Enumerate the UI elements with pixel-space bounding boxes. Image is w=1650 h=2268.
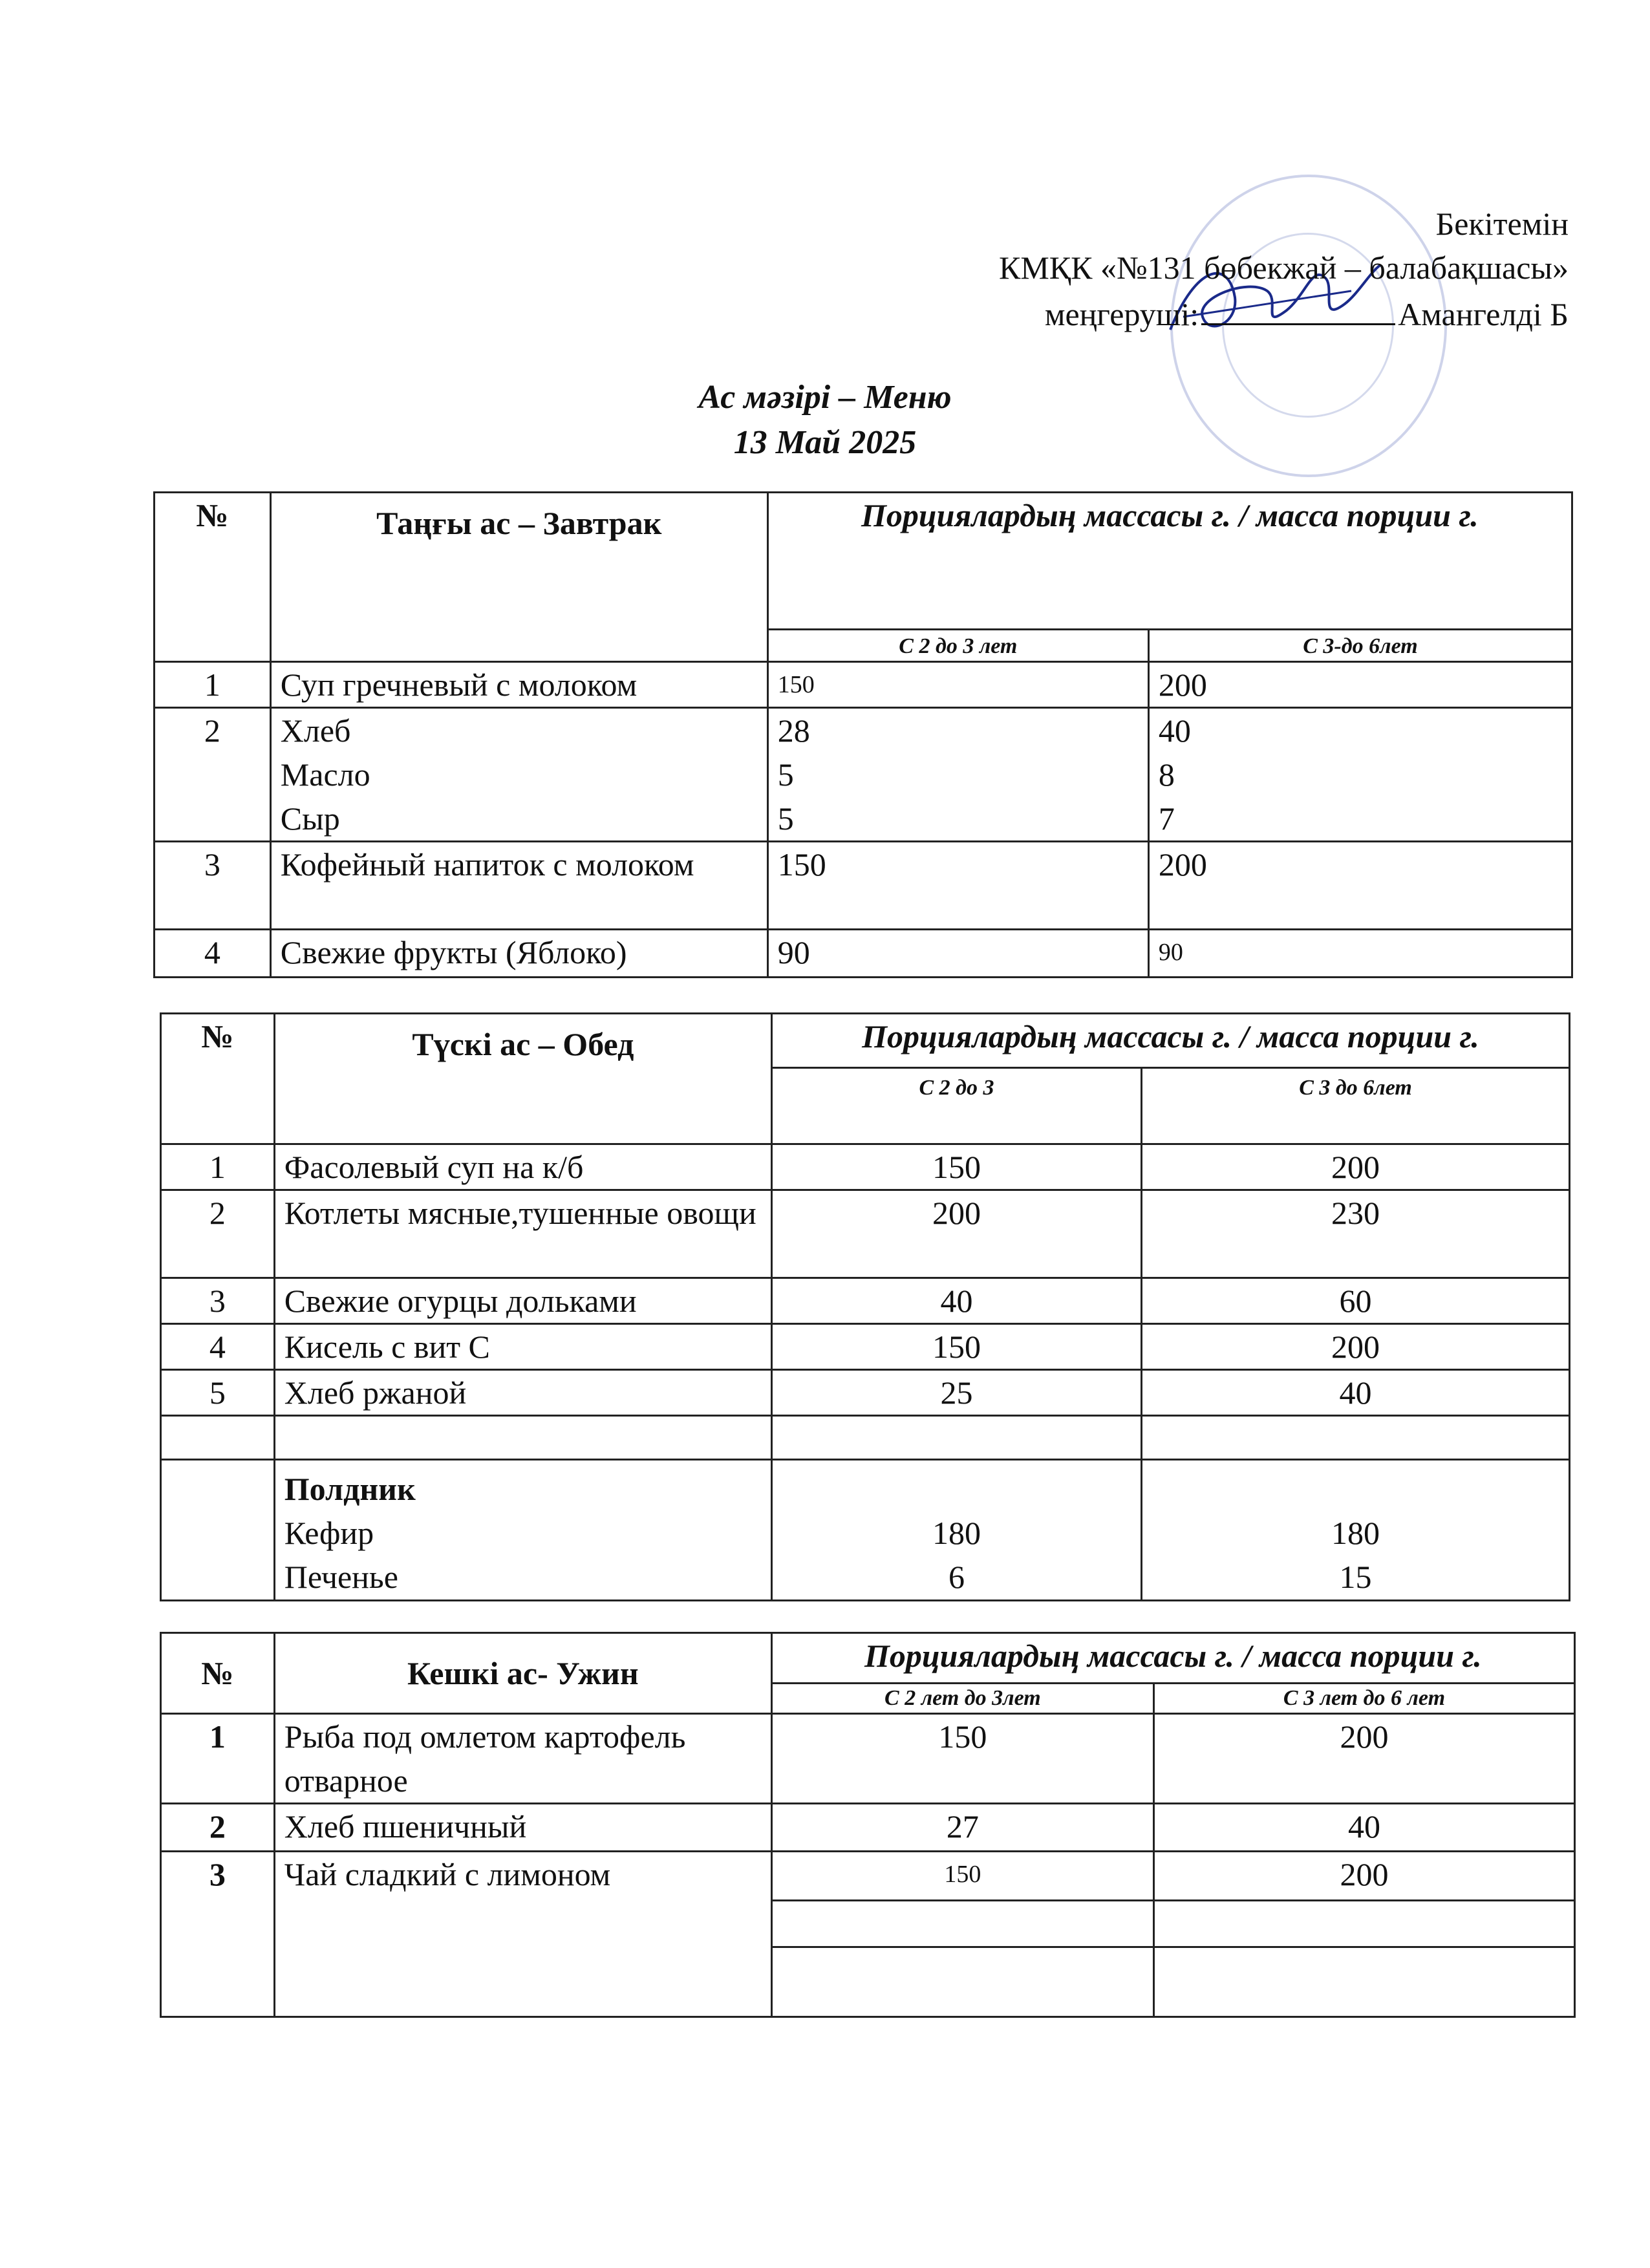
lunch-portion-header: Порциялардың массасы г. / масса порции г. bbox=[771, 1014, 1569, 1068]
portion-3-6: 60 bbox=[1142, 1278, 1570, 1324]
row-number: 3 bbox=[155, 842, 271, 930]
snack-title: Полдник bbox=[284, 1471, 416, 1507]
row-number: 4 bbox=[155, 930, 271, 978]
dish-name: Чай сладкий с лимоном bbox=[274, 1852, 771, 2017]
breakfast-table bbox=[153, 491, 1573, 978]
portion-value: 180 bbox=[932, 1515, 981, 1551]
portion-2-3: 150 bbox=[771, 1714, 1153, 1804]
dish-name: Свежие фрукты (Яблоко) bbox=[270, 930, 767, 978]
table-row bbox=[155, 662, 1572, 708]
lunch-num-header: № bbox=[161, 1014, 275, 1144]
portion-2-3: 150 bbox=[771, 1852, 1153, 1901]
menu-date: 13 Май 2025 bbox=[733, 424, 917, 461]
row-number: 1 bbox=[155, 662, 271, 708]
breakfast-portion-header: Порциялардың массасы г. / масса порции г. bbox=[767, 493, 1572, 630]
dish-name: Суп гречневый с молоком bbox=[270, 662, 767, 708]
lunch-table bbox=[160, 1012, 1570, 1601]
dinner-table bbox=[160, 1632, 1576, 2018]
portion-3-6: 200 bbox=[1148, 662, 1572, 708]
empty-cell bbox=[274, 1416, 771, 1460]
table-row bbox=[161, 1324, 1570, 1370]
director-line bbox=[999, 290, 1569, 336]
dish-name: Печенье bbox=[284, 1559, 398, 1595]
table-row bbox=[161, 1144, 1570, 1190]
dish-name: Котлеты мясные,тушенные овощи bbox=[274, 1190, 771, 1278]
portion-3-6: 40 bbox=[1153, 1804, 1574, 1852]
portion-2-3: 27 bbox=[771, 1804, 1153, 1852]
portion-value: 8 bbox=[1158, 756, 1175, 793]
dish-name: Кофейный напиток с молоком bbox=[270, 842, 767, 930]
portion-value: 6 bbox=[948, 1559, 965, 1595]
portion-value: 5 bbox=[777, 756, 794, 793]
dish-name: Хлеб ржаной bbox=[274, 1370, 771, 1416]
approval-heading: Бекітемін bbox=[1435, 206, 1569, 242]
row-number: 2 bbox=[161, 1804, 275, 1852]
menu-title-text: Ас мәзірі – Меню bbox=[698, 379, 952, 416]
portion-2-3: 150 bbox=[767, 662, 1148, 708]
row-number: 3 bbox=[161, 1278, 275, 1324]
empty-cell bbox=[771, 1901, 1153, 1947]
dish-name: Хлеб пшеничный bbox=[274, 1804, 771, 1852]
signature-line bbox=[1201, 290, 1395, 325]
table-row bbox=[155, 708, 1572, 842]
table-row bbox=[161, 1190, 1570, 1278]
empty-cell bbox=[1153, 1901, 1574, 1947]
dish-name: Кисель с вит С bbox=[274, 1324, 771, 1370]
portion-value: 15 bbox=[1339, 1559, 1372, 1595]
portion-2-3 bbox=[767, 708, 1148, 842]
dinner-num-header: № bbox=[161, 1633, 275, 1714]
dish-name: Фасолевый суп на к/б bbox=[274, 1144, 771, 1190]
row-number: 3 bbox=[161, 1852, 275, 2017]
dish-name: Свежие огурцы дольками bbox=[274, 1278, 771, 1324]
empty-cell bbox=[1142, 1416, 1570, 1460]
director-label: меңгерушi: bbox=[1044, 296, 1199, 332]
breakfast-age-2-3: С 2 до 3 лет bbox=[767, 630, 1148, 662]
dinner-meal-header: Кешкі ас- Ужин bbox=[274, 1633, 771, 1714]
lunch-age-3-6: С 3 до 6лет bbox=[1142, 1068, 1570, 1144]
director-name: Амангелді Б bbox=[1398, 296, 1569, 332]
portion-3-6 bbox=[1148, 708, 1572, 842]
row-number: 2 bbox=[155, 708, 271, 842]
portion-2-3: 150 bbox=[767, 842, 1148, 930]
table-row bbox=[161, 1804, 1575, 1852]
portion-2-3: 200 bbox=[771, 1190, 1141, 1278]
portion-value: 40 bbox=[1158, 712, 1191, 749]
dish-name: Сыр bbox=[280, 800, 340, 837]
dish-name: Хлеб bbox=[280, 712, 351, 749]
breakfast-age-3-6: С 3-до 6лет bbox=[1148, 630, 1572, 662]
portion-3-6: 90 bbox=[1148, 930, 1572, 978]
portion-value: 180 bbox=[1331, 1515, 1380, 1551]
portion-3-6: 200 bbox=[1148, 842, 1572, 930]
portion-2-3: 90 bbox=[767, 930, 1148, 978]
portion-3-6: 200 bbox=[1153, 1852, 1574, 1901]
portion-3-6: 200 bbox=[1142, 1144, 1570, 1190]
portion-3-6: 200 bbox=[1153, 1714, 1574, 1804]
portion-2-3: 150 bbox=[771, 1144, 1141, 1190]
table-row bbox=[161, 1278, 1570, 1324]
approval-block bbox=[999, 202, 1569, 336]
table-row bbox=[155, 930, 1572, 978]
row-number: 4 bbox=[161, 1324, 275, 1370]
portion-2-3 bbox=[771, 1460, 1141, 1601]
dish-name: Кефир bbox=[284, 1515, 374, 1551]
row-number: 2 bbox=[161, 1190, 275, 1278]
portion-2-3: 150 bbox=[771, 1324, 1141, 1370]
portion-2-3: 25 bbox=[771, 1370, 1141, 1416]
row-number: 5 bbox=[161, 1370, 275, 1416]
dish-name: Масло bbox=[280, 756, 370, 793]
breakfast-num-header: № bbox=[155, 493, 271, 662]
dinner-age-2-3: С 2 лет до 3лет bbox=[771, 1684, 1153, 1714]
snack-list bbox=[274, 1460, 771, 1601]
row-number: 1 bbox=[161, 1714, 275, 1804]
menu-title bbox=[0, 375, 1650, 465]
snack-row bbox=[161, 1460, 1570, 1601]
empty-row bbox=[161, 1416, 1570, 1460]
empty-cell bbox=[161, 1460, 275, 1601]
empty-cell bbox=[1153, 1947, 1574, 2017]
portion-2-3: 40 bbox=[771, 1278, 1141, 1324]
portion-3-6: 230 bbox=[1142, 1190, 1570, 1278]
dish-name: Рыба под омлетом картофель отварное bbox=[274, 1714, 771, 1804]
portion-value: 7 bbox=[1158, 800, 1175, 837]
lunch-age-2-3: С 2 до 3 bbox=[771, 1068, 1141, 1144]
empty-cell bbox=[771, 1416, 1141, 1460]
empty-cell bbox=[771, 1947, 1153, 2017]
table-row bbox=[161, 1852, 1575, 1901]
empty-cell bbox=[161, 1416, 275, 1460]
table-row bbox=[161, 1370, 1570, 1416]
portion-value: 28 bbox=[777, 712, 810, 749]
dinner-portion-header: Порциялардың массасы г. / масса порции г. bbox=[771, 1633, 1574, 1684]
portion-3-6: 200 bbox=[1142, 1324, 1570, 1370]
breakfast-meal-header: Таңғы ас – Завтрак bbox=[270, 493, 767, 662]
lunch-meal-header: Түскі ас – Обед bbox=[274, 1014, 771, 1144]
portion-3-6: 40 bbox=[1142, 1370, 1570, 1416]
table-row bbox=[155, 842, 1572, 930]
dish-list bbox=[270, 708, 767, 842]
row-number: 1 bbox=[161, 1144, 275, 1190]
portion-value: 5 bbox=[777, 800, 794, 837]
portion-3-6 bbox=[1142, 1460, 1570, 1601]
table-row bbox=[161, 1714, 1575, 1804]
institution-name: КМҚК «№131 бөбекжай – балабақшасы» bbox=[998, 250, 1569, 286]
dinner-age-3-6: С 3 лет до 6 лет bbox=[1153, 1684, 1574, 1714]
